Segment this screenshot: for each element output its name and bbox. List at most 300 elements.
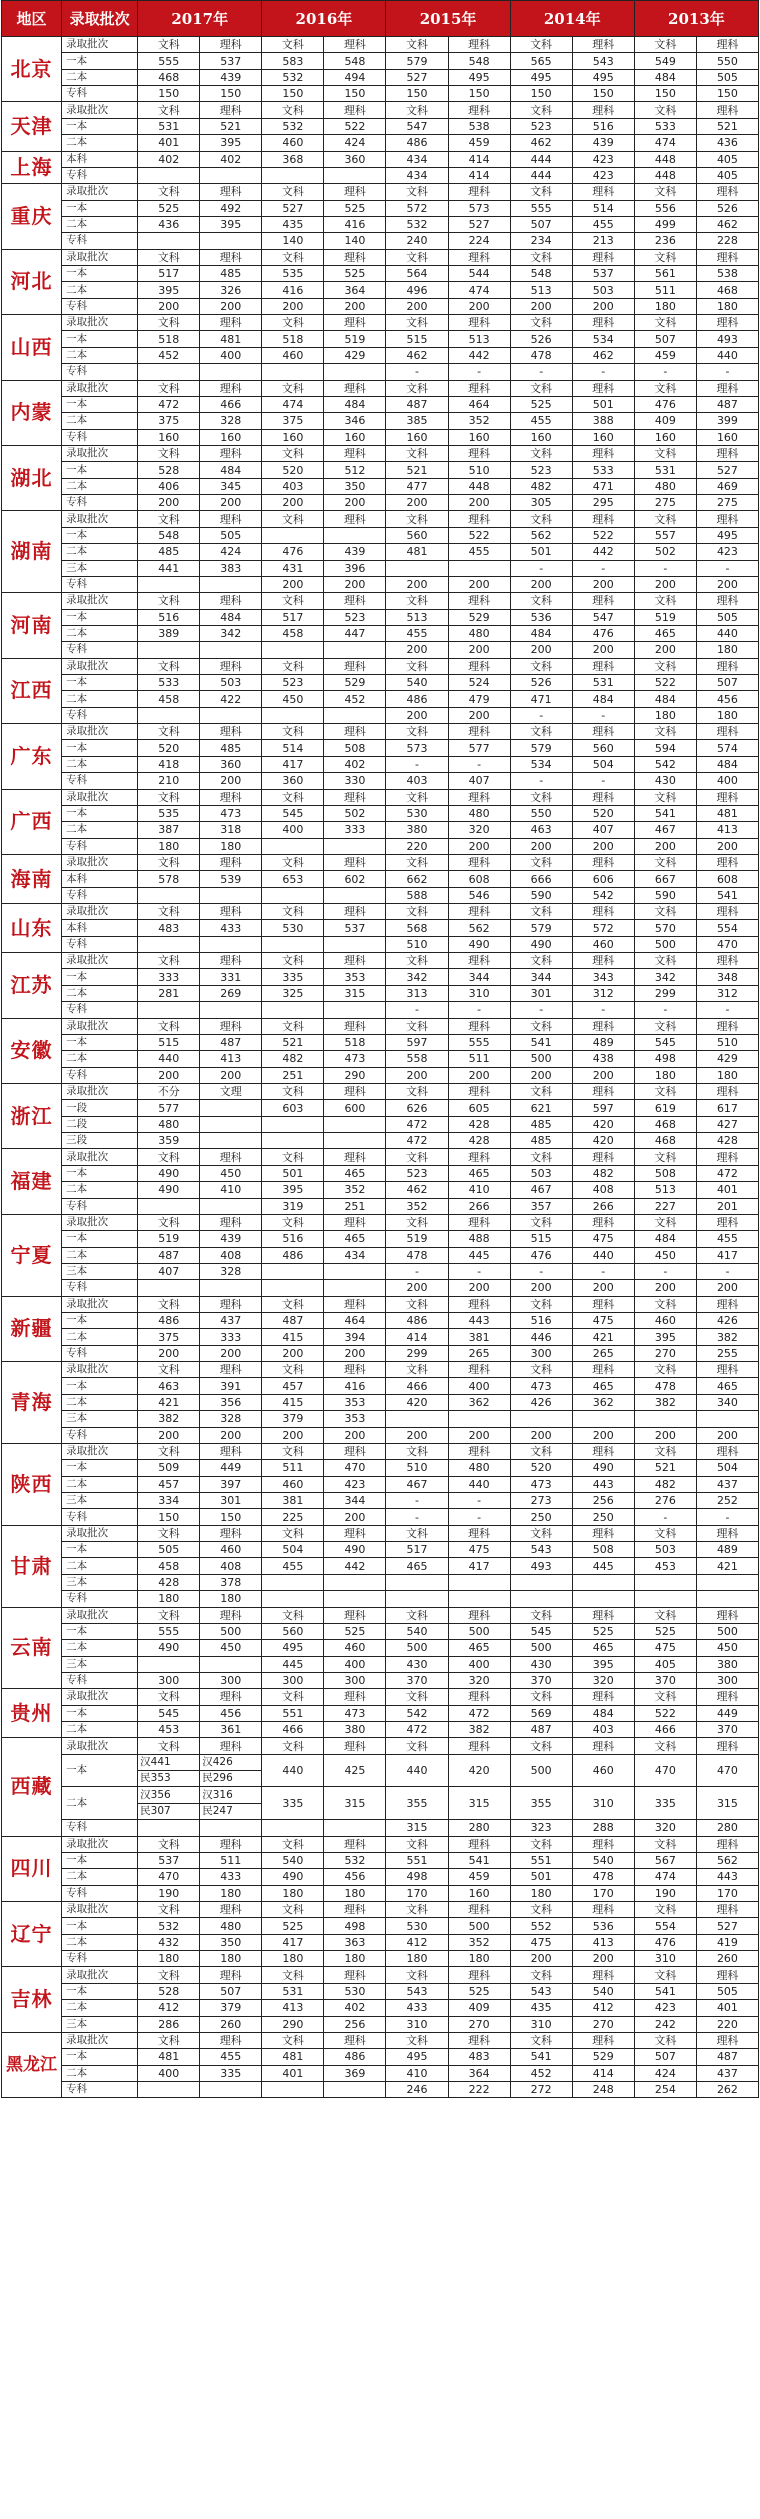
score-cell: 200	[262, 298, 324, 314]
score-cell: 文科	[138, 1902, 200, 1918]
score-cell: 408	[572, 1182, 634, 1198]
score-cell: 文科	[262, 2032, 324, 2048]
score-cell: 200	[324, 1509, 386, 1525]
score-cell: 文科	[262, 1443, 324, 1459]
batch-label: 二段	[62, 1116, 138, 1132]
score-cell: 363	[324, 1934, 386, 1950]
header-year-2014: 2014年	[510, 1, 634, 37]
score-cell: 299	[634, 985, 696, 1001]
batch-label: 专科	[62, 429, 138, 445]
score-cell: 文科	[386, 724, 448, 740]
score-cell: 文科	[138, 1214, 200, 1230]
score-cell: -	[634, 1509, 696, 1525]
score-cell: 344	[510, 969, 572, 985]
score-cell: 200	[510, 1951, 572, 1967]
table-row	[2, 462, 759, 478]
region-name: 广西	[2, 789, 62, 854]
score-cell: 文科	[138, 904, 200, 920]
table-row	[2, 1411, 759, 1427]
score-cell: 文科	[386, 953, 448, 969]
table-row	[2, 789, 759, 805]
score-cell: 201	[696, 1198, 758, 1214]
score-cell: 242	[634, 2016, 696, 2032]
score-cell: 537	[572, 266, 634, 282]
score-cell: 490	[138, 1165, 200, 1181]
score-cell: 552	[510, 1918, 572, 1934]
score-cell: 539	[200, 871, 262, 887]
score-cell: 597	[386, 1034, 448, 1050]
score-cell: 170	[386, 1885, 448, 1901]
table-row	[2, 1623, 759, 1639]
table-row	[2, 413, 759, 429]
score-cell: 590	[510, 887, 572, 903]
table-row	[2, 1313, 759, 1329]
table-row	[2, 1378, 759, 1394]
score-cell: 理科	[324, 1149, 386, 1165]
score-cell: 理科	[572, 184, 634, 200]
score-cell: 180	[324, 1885, 386, 1901]
score-cell: 理科	[324, 249, 386, 265]
score-cell: 437	[696, 2065, 758, 2081]
score-cell	[200, 1820, 262, 1836]
score-cell: 320	[448, 822, 510, 838]
score-cell: 150	[510, 86, 572, 102]
score-cell: 551	[510, 1852, 572, 1868]
score-cell	[262, 1002, 324, 1018]
batch-label: 专科	[62, 298, 138, 314]
score-cell: 文科	[386, 1836, 448, 1852]
score-cell: 458	[138, 691, 200, 707]
score-cell: 200	[386, 576, 448, 592]
score-cell: 200	[634, 1427, 696, 1443]
score-cell: 362	[572, 1394, 634, 1410]
score-cell: 文科	[510, 1525, 572, 1541]
score-cell: 文科	[138, 953, 200, 969]
score-cell: 文科	[138, 789, 200, 805]
score-cell: 440	[262, 1754, 324, 1787]
score-cell: 362	[448, 1394, 510, 1410]
score-cell: 537	[200, 53, 262, 69]
batch-label: 录取批次	[62, 789, 138, 805]
batch-label: 录取批次	[62, 1084, 138, 1100]
score-cell: 文科	[510, 249, 572, 265]
score-cell: 460	[572, 936, 634, 952]
score-cell: 502	[324, 805, 386, 821]
region-name: 湖北	[2, 445, 62, 510]
score-cell: 359	[138, 1133, 200, 1149]
table-row	[2, 675, 759, 691]
score-cell: 495	[696, 527, 758, 543]
batch-label: 二本	[62, 1051, 138, 1067]
score-cell: 389	[138, 625, 200, 641]
score-cell: -	[386, 1263, 448, 1279]
score-cell: 440	[138, 1051, 200, 1067]
table-row	[2, 445, 759, 461]
score-cell: -	[634, 364, 696, 380]
batch-label: 专科	[62, 364, 138, 380]
score-cell: 文科	[510, 789, 572, 805]
table-row	[2, 167, 759, 183]
score-cell: 文科	[386, 1525, 448, 1541]
table-row	[2, 1591, 759, 1607]
score-cell: 文科	[262, 445, 324, 461]
score-cell: 200	[448, 642, 510, 658]
table-row	[2, 1427, 759, 1443]
score-cell: 569	[510, 1705, 572, 1721]
score-cell: 525	[324, 266, 386, 282]
score-cell: 562	[510, 527, 572, 543]
score-cell: 445	[448, 1247, 510, 1263]
batch-label: 三本	[62, 1656, 138, 1672]
score-cell: 375	[138, 413, 200, 429]
score-cell: 文科	[262, 37, 324, 53]
score-cell: 453	[634, 1558, 696, 1574]
score-cell: 513	[510, 282, 572, 298]
score-cell: 498	[634, 1051, 696, 1067]
score-cell: 407	[138, 1263, 200, 1279]
batch-label: 专科	[62, 1002, 138, 1018]
score-cell: 547	[572, 609, 634, 625]
score-cell: 472	[696, 1165, 758, 1181]
batch-label: 二本	[62, 625, 138, 641]
batch-label: 二本	[62, 135, 138, 151]
score-cell: 370	[510, 1672, 572, 1688]
score-cell: 413	[200, 1051, 262, 1067]
score-cell: 文科	[262, 1967, 324, 1983]
score-cell: 180	[200, 1591, 262, 1607]
table-row	[2, 1902, 759, 1918]
score-cell: 470	[696, 936, 758, 952]
score-cell: 理科	[448, 789, 510, 805]
batch-label: 专科	[62, 773, 138, 789]
score-cell: 理科	[448, 184, 510, 200]
score-cell: 520	[572, 805, 634, 821]
score-cell: 522	[324, 118, 386, 134]
score-cell: 511	[634, 282, 696, 298]
score-cell: -	[448, 1263, 510, 1279]
batch-label: 三段	[62, 1133, 138, 1149]
score-cell: 488	[448, 1231, 510, 1247]
score-cell: 理科	[324, 1214, 386, 1230]
score-cell: 476	[262, 544, 324, 560]
score-cell: 507	[634, 331, 696, 347]
batch-label: 二本	[62, 1182, 138, 1198]
score-cell: 200	[510, 298, 572, 314]
batch-label: 专科	[62, 1280, 138, 1296]
score-cell: -	[510, 707, 572, 723]
score-cell: 565	[510, 53, 572, 69]
score-cell: 350	[200, 1934, 262, 1950]
score-cell: 160	[138, 429, 200, 445]
batch-label: 专科	[62, 1509, 138, 1525]
score-cell: 531	[634, 462, 696, 478]
score-cell: 460	[200, 1542, 262, 1558]
score-cell: 理科	[572, 315, 634, 331]
score-cell: 320	[572, 1672, 634, 1688]
score-cell: 555	[138, 1623, 200, 1639]
score-cell: 理科	[448, 1149, 510, 1165]
table-row	[2, 1084, 759, 1100]
score-cell	[138, 576, 200, 592]
score-cell: 272	[510, 2081, 572, 2097]
score-cell: 文科	[138, 1296, 200, 1312]
score-cell: 理科	[448, 380, 510, 396]
batch-label: 本科	[62, 871, 138, 887]
score-cell: 275	[634, 495, 696, 511]
score-cell: 文科	[386, 904, 448, 920]
score-cell: 150	[696, 86, 758, 102]
table-row	[2, 985, 759, 1001]
score-cell: 理科	[324, 1836, 386, 1852]
score-cell: 200	[138, 298, 200, 314]
score-cell: 617	[696, 1100, 758, 1116]
score-cell: 理科	[448, 1362, 510, 1378]
score-cell: 511	[448, 1051, 510, 1067]
score-cell	[324, 936, 386, 952]
score-cell: -	[634, 1002, 696, 1018]
score-cell: 理科	[324, 380, 386, 396]
score-cell: 文科	[262, 102, 324, 118]
score-cell: 文科	[262, 789, 324, 805]
batch-label: 二本	[62, 1476, 138, 1492]
score-cell: 200	[262, 495, 324, 511]
score-cell: 文科	[262, 904, 324, 920]
score-cell: 文科	[386, 854, 448, 870]
score-cell: 439	[572, 135, 634, 151]
score-cell	[510, 1591, 572, 1607]
score-cell: 511	[262, 1460, 324, 1476]
score-cell: 文科	[634, 1738, 696, 1754]
score-cell: 理科	[572, 1738, 634, 1754]
score-cell: 536	[572, 1918, 634, 1934]
score-cell	[634, 1411, 696, 1427]
batch-label: 二本	[62, 2065, 138, 2081]
table-row	[2, 1231, 759, 1247]
score-cell	[324, 2081, 386, 2097]
score-cell: 525	[448, 1983, 510, 1999]
score-cell: 556	[634, 200, 696, 216]
score-cell: 文科	[386, 2032, 448, 2048]
table-row	[2, 1525, 759, 1541]
score-cell: 440	[696, 347, 758, 363]
score-cell: 440	[448, 1476, 510, 1492]
admission-score-table	[1, 0, 759, 2098]
table-row	[2, 184, 759, 200]
score-cell: 理科	[324, 445, 386, 461]
region-name: 吉林	[2, 1967, 62, 2032]
score-cell: 265	[448, 1345, 510, 1361]
batch-label: 专科	[62, 1885, 138, 1901]
table-row	[2, 37, 759, 53]
score-cell: 400	[262, 822, 324, 838]
score-cell: 564	[386, 266, 448, 282]
table-row	[2, 2081, 759, 2097]
score-cell: 500	[448, 1623, 510, 1639]
score-cell: 460	[262, 135, 324, 151]
batch-label: 一本	[62, 1918, 138, 1934]
score-cell: 312	[572, 985, 634, 1001]
header-region: 地区	[2, 1, 62, 37]
table-row	[2, 691, 759, 707]
score-cell: 522	[634, 675, 696, 691]
score-cell	[262, 1116, 324, 1132]
score-cell: 251	[324, 1198, 386, 1214]
score-cell: 理科	[696, 1018, 758, 1034]
score-cell: 260	[696, 1951, 758, 1967]
batch-label: 三本	[62, 560, 138, 576]
score-cell: 453	[138, 1722, 200, 1738]
split-score: 民353	[140, 1772, 171, 1785]
batch-label: 专科	[62, 936, 138, 952]
score-cell: 文科	[386, 789, 448, 805]
score-cell: 542	[386, 1705, 448, 1721]
table-row	[2, 1067, 759, 1083]
score-cell: 388	[572, 413, 634, 429]
score-cell: 文科	[138, 1149, 200, 1165]
batch-label: 二本	[62, 1934, 138, 1950]
score-cell: 200	[572, 642, 634, 658]
score-cell: 200	[448, 707, 510, 723]
table-row	[2, 838, 759, 854]
score-cell: 325	[262, 985, 324, 1001]
score-cell: 597	[572, 1100, 634, 1116]
score-cell: 529	[448, 609, 510, 625]
score-cell: 文科	[386, 1018, 448, 1034]
score-cell: 360	[262, 773, 324, 789]
score-cell: 495	[262, 1640, 324, 1656]
score-cell: 466	[634, 1722, 696, 1738]
score-cell: 484	[634, 69, 696, 85]
score-cell: 505	[696, 69, 758, 85]
score-cell: 395	[200, 135, 262, 151]
score-cell: 433	[200, 920, 262, 936]
region-name: 青海	[2, 1362, 62, 1444]
score-cell: 479	[448, 691, 510, 707]
batch-label: 一本	[62, 200, 138, 216]
score-cell: 180	[634, 707, 696, 723]
score-cell: 430	[510, 1656, 572, 1672]
score-cell: 356	[200, 1394, 262, 1410]
score-cell: 455	[572, 216, 634, 232]
score-cell: 342	[200, 625, 262, 641]
score-cell	[138, 1820, 200, 1836]
score-cell: 200	[386, 1427, 448, 1443]
score-cell: 266	[572, 1198, 634, 1214]
score-cell: 328	[200, 1411, 262, 1427]
score-cell: 382	[448, 1722, 510, 1738]
score-cell: 200	[634, 642, 696, 658]
score-cell: 462	[572, 347, 634, 363]
header-year-2015: 2015年	[386, 1, 510, 37]
score-cell: 434	[386, 167, 448, 183]
score-cell: 501	[510, 1869, 572, 1885]
score-cell: 文科	[634, 1902, 696, 1918]
score-cell: 200	[634, 838, 696, 854]
score-cell	[386, 560, 448, 576]
score-cell: 530	[386, 805, 448, 821]
score-cell: 484	[324, 396, 386, 412]
score-cell: 理科	[572, 2032, 634, 2048]
score-cell: 512	[324, 462, 386, 478]
score-cell: 416	[324, 216, 386, 232]
score-cell: 462	[696, 216, 758, 232]
score-cell: 文科	[634, 1689, 696, 1705]
score-cell: 220	[386, 838, 448, 854]
region-name: 河南	[2, 593, 62, 658]
score-cell: 403	[572, 1722, 634, 1738]
score-cell: 文科	[138, 724, 200, 740]
score-cell: 550	[696, 53, 758, 69]
score-cell: 426	[696, 1313, 758, 1329]
region-name: 广东	[2, 724, 62, 789]
score-cell: 理科	[572, 789, 634, 805]
score-cell	[386, 1591, 448, 1607]
score-cell: 452	[324, 691, 386, 707]
score-cell: 368	[262, 151, 324, 167]
score-cell	[262, 887, 324, 903]
score-cell	[262, 1133, 324, 1149]
score-cell: 653	[262, 871, 324, 887]
score-cell: 507	[510, 216, 572, 232]
score-cell: 545	[138, 1705, 200, 1721]
score-cell: 270	[448, 2016, 510, 2032]
score-cell: 理科	[572, 854, 634, 870]
score-cell: 333	[324, 822, 386, 838]
region-name: 山西	[2, 315, 62, 380]
score-cell	[138, 167, 200, 183]
score-cell: 543	[572, 53, 634, 69]
score-cell: 533	[138, 675, 200, 691]
score-cell: 理科	[696, 184, 758, 200]
score-cell: 486	[138, 1313, 200, 1329]
batch-label: 二本	[62, 1558, 138, 1574]
score-cell: 文科	[510, 380, 572, 396]
score-cell: 理科	[448, 724, 510, 740]
score-cell: 490	[448, 936, 510, 952]
score-cell: 531	[262, 1983, 324, 1999]
score-cell: 439	[324, 544, 386, 560]
batch-label: 录取批次	[62, 658, 138, 674]
score-cell: 528	[138, 1983, 200, 1999]
score-cell: 468	[696, 282, 758, 298]
score-cell	[324, 1002, 386, 1018]
score-cell: 315	[324, 985, 386, 1001]
score-cell: 理科	[448, 445, 510, 461]
batch-label: 二本	[62, 216, 138, 232]
score-cell: 225	[262, 1509, 324, 1525]
score-cell: 300	[510, 1345, 572, 1361]
score-cell: 理科	[324, 315, 386, 331]
score-cell: 文科	[262, 1525, 324, 1541]
score-cell: 471	[510, 691, 572, 707]
score-cell: -	[696, 1002, 758, 1018]
score-cell: 509	[138, 1460, 200, 1476]
batch-label: 录取批次	[62, 2032, 138, 2048]
table-row	[2, 1100, 759, 1116]
batch-label: 三本	[62, 1411, 138, 1427]
score-cell: 537	[138, 1852, 200, 1868]
score-cell: 481	[262, 2049, 324, 2065]
score-cell: 387	[138, 822, 200, 838]
score-cell: 335	[262, 1787, 324, 1820]
score-cell: 295	[572, 495, 634, 511]
score-cell: 328	[200, 413, 262, 429]
score-cell: 548	[138, 527, 200, 543]
score-cell: 475	[572, 1313, 634, 1329]
score-cell: 465	[572, 1378, 634, 1394]
score-cell: 500	[634, 936, 696, 952]
score-cell: 416	[262, 282, 324, 298]
